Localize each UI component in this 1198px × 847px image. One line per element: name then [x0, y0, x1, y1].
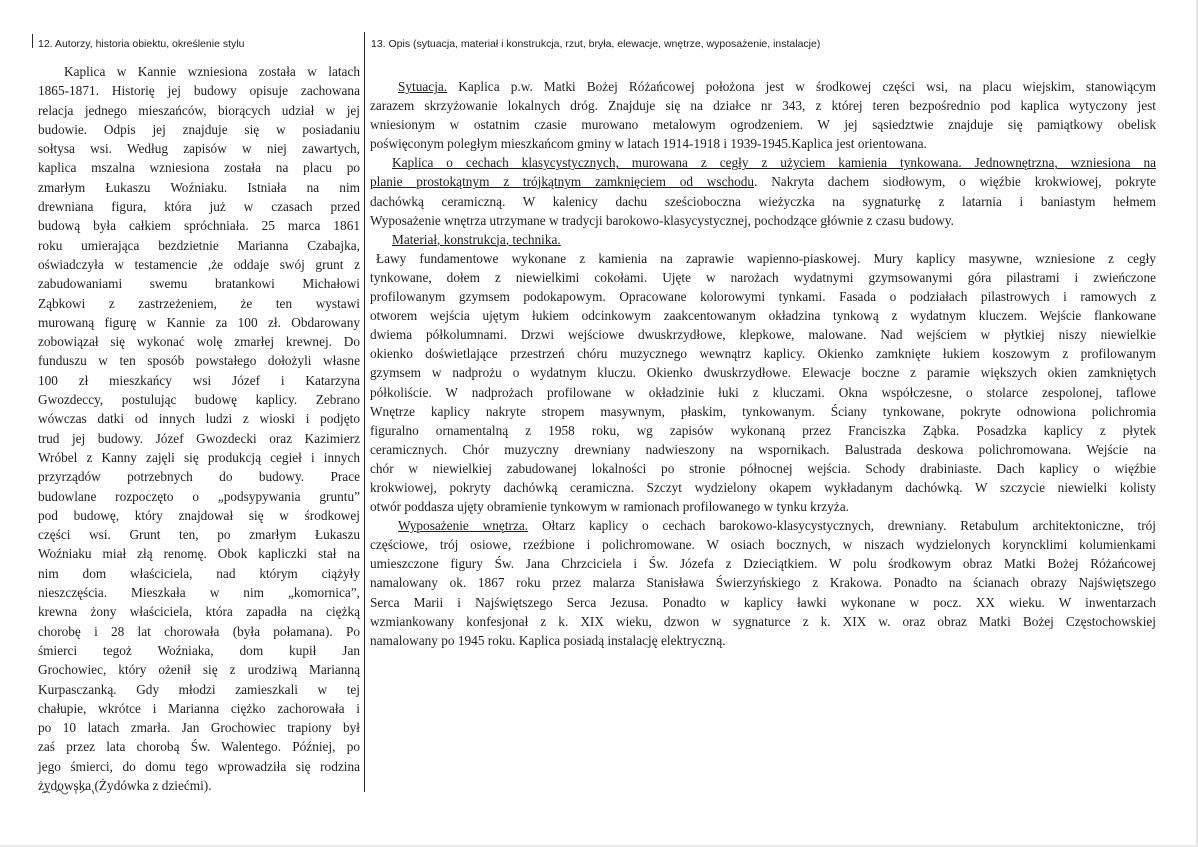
- history-line: 100 zł mieszkańcy wsi Józef i Katarzyna: [38, 372, 360, 388]
- wyposazenie-line-1: Wyposażenie wnętrza. Ołtarz kaplicy o cechach barokowo-klasycystycznych, drewniany. Retabulum architektoniczne, trój: [398, 518, 1156, 534]
- history-line: śmierci tegoż Woźniaka, dom kupił Jan: [38, 642, 360, 658]
- material-line: tynkowane, dołem z niewielkimi cokołami. Ujęte w narożach wydatnymi gzymsowanymi góra pilastrami i zwieńczone: [370, 269, 1156, 285]
- wyposazenie-line: wzmiankowany konfesjonał z k. XIX wieku, dzwon w sygnaturce z k. XIX w. oraz obraz Matki Bożej Częstochowskiej: [370, 613, 1156, 629]
- history-line: Ząbkowi z zastrzeżeniem, że ten wystawi: [38, 295, 360, 311]
- history-line: zobowiązał się wykonać wolę zmarłej krewnej. Do: [38, 334, 360, 350]
- history-line: pod budowę, który znajdował się w środkowej: [38, 507, 360, 523]
- history-line: 1865-1871. Historię jej budowy opisuje zachowana: [38, 83, 360, 99]
- history-line: roku umierająca bezdzietnie Marianna Czabajka,: [38, 237, 360, 253]
- wyposazenie-label: Wyposażenie wnętrza.: [398, 518, 529, 534]
- history-line: Kurpasczanką. Gdy młodzi zamieszkali w tej: [38, 681, 360, 697]
- history-line: budową była całkiem spróchniała. 25 marca 1861: [38, 218, 360, 234]
- history-line: Wróbel z Kanny zajęli się produkcją cegieł i innych: [38, 449, 360, 465]
- bryla-line: Kaplica o cechach klasycystycznych, murowana z cegły z użyciem kamienia tynkowana. Jednownętrzna, wzniesiona na: [392, 155, 1156, 171]
- bryla-line: Wyposażenie wnętrza utrzymane w tradycji barokowo-klasycystycznej, pochodzące głównie z czasu budowy.: [370, 212, 954, 228]
- material-line: otworem wejścia ujętym łukiem odcinkowym zaakcentowanym okładzina tynkową z wydatnym kluczem. Wejście flankowane: [370, 308, 1156, 324]
- material-line: figuralno ornamentalną z 1958 roku, wg zapisów wykonaną przez Franciszka Ząbka. Posadzka kaplicy z płytek: [370, 422, 1156, 438]
- history-line: zabudowaniami swemu bratankowi Michałowi: [38, 276, 360, 292]
- material-line: ceramicznych. Chór muzyczny drewniany nadwieszony na wspornikach. Balustrada deskowa polichromowana. Wejście na: [370, 441, 1156, 457]
- material-line: krokwiowej, pokryty dachówką ceramiczna. Szczyt wydzielony okapem wykładanym dachówką. W szczycie niewielki kolisty: [370, 479, 1156, 495]
- history-line: żydowska (Żydówka z dziećmi).: [38, 777, 212, 793]
- history-line: relacja jednego mieszańców, biorących udział w jej: [38, 102, 360, 118]
- material-line: profilowanym gzymsem podokapowym. Opracowane kolorowymi tynkami. Fasada o podziałach pilastrowych i ramowych z: [370, 289, 1156, 305]
- history-line: nieszczęścia. Mieszkała w nim „komornica”,: [38, 585, 360, 601]
- material-line: dwiema półkolumnami. Drzwi wejściowe dwuskrzydłowe, klepkowe, malowane. Nad wejściem w płytkiej niszy niewielkie: [370, 327, 1156, 343]
- history-line: zmarłym Łukaszu Woźniaku. Istniała na nim: [38, 179, 360, 195]
- history-line: jego śmierci, do domu tego wprowadziła się rodzina: [38, 758, 360, 774]
- sytuacja-line: poświęconym poległym mieszkańcom gminy w latach 1914-1918 i 1939-1945.Kaplica jest orientowana.: [370, 136, 927, 152]
- description-text: [370, 77, 1156, 650]
- material-line: gzymsem w nadprożu o wydatnym kluczu. Okienko dwuskrzydłowe. Elewacje boczne z paramie większych okien zamkniętych: [370, 365, 1156, 381]
- bryla-line: planie prostokątnym z trójkątnym zamknięciem od wschodu. Nakryta dachem siodłowym, o więźbie krokwiowej, pokryte: [370, 174, 1156, 190]
- history-line: Woźniaku miał złą renomę. Obok kapliczki stał na: [38, 546, 360, 562]
- column-divider: [364, 32, 365, 792]
- material-line: chór w niewielkiej zabudowanej lokalności po stronie północnej wejścia. Schody drabiniaste. Dach kaplicy o więźbie: [370, 460, 1156, 476]
- material-line: Wnętrze kaplicy nakryte stropem masywnym, płaskim, tynkowanym. Ściany tynkowane, pokryte odnowiona polichromia: [370, 403, 1156, 419]
- sytuacja-line-1: Sytuacja. Kaplica p.w. Matki Bożej Różańcowej położona jest w środkowej części wsi, na placu wiejskim, stanowiącym: [398, 79, 1156, 94]
- history-line: oświadczyła w testamencie ,że oddaje swój grunt z: [38, 256, 360, 272]
- history-line: chorobę i 28 lat chorowała (była połamana). Po: [38, 623, 360, 639]
- history-line: funduszu w ten sposób powstałego dołożyli własne: [38, 353, 360, 369]
- history-line: krewna żony właściciela, która zapadła na ciężką: [38, 604, 360, 620]
- history-line: części wsi. Grunt ten, po zmarłym Łukaszu: [38, 527, 360, 543]
- wyposazenie-line: namalowany po 1945 roku. Kaplica posiadą instalację elektryczną.: [370, 632, 726, 648]
- wyposazenie-line: namalowany ok. 1867 roku przez malarza Stanisława Świerzyńskiego z Krakowa. Ponadto na ścianach obrazy Najświętszego: [370, 575, 1156, 591]
- bryla-line: dachówką ceramiczną. W kalenicy dachu sześcioboczna wieżyczka na sygnaturkę z latarnia i baniastym hełmem: [370, 193, 1156, 209]
- history-line: nim dom właściciela, nad którym ciążyły: [38, 565, 360, 581]
- history-line: wówczas datki od innych ludzi z wioski i podjęto: [38, 411, 360, 427]
- material-paragraph: [370, 249, 1156, 516]
- history-line: murowaną figurę w Kannie za 100 zł. Obdarowany: [38, 314, 360, 330]
- handwritten-mark: [40, 786, 110, 796]
- wyposazenie-line: Serca Marii i Najświętszego Serca Jezusa. Ponadto w kaplicy ławki wykonane w pocz. XX wieku. W inwentarzach: [370, 594, 1156, 610]
- wyposazenie-line: umieszczone figury Św. Jana Chrzciciela i Św. Józefa z Dzieciątkiem. W polu środkowym obraz Matki Bożej Różańcowej: [370, 556, 1156, 572]
- sytuacja-line: zarazem skrzyżowanie lokalnych dróg. Znajduje się na działce nr 343, z której teren bezpośrednio pod kaplica wytyczony jest: [370, 98, 1156, 114]
- material-line: otwór poddasza ujęty obramienie tynkowym w ramionach profilowanego w tynku krzyża.: [370, 499, 849, 515]
- history-text: [38, 62, 360, 795]
- wyposazenie-paragraph: [370, 535, 1156, 650]
- history-line: po 10 latach zmarła. Jan Grochowiec trapiony był: [38, 720, 360, 736]
- sytuacja-label: Sytuacja.: [398, 79, 448, 94]
- material-line: półkoliście. W nadprożach profilowane w okładzinie łuki z kluczami. Okna współczesne, o stolarce zespolonej, taflowe: [370, 384, 1156, 400]
- history-line: drewniana figura, która już w czasach przed: [38, 199, 360, 215]
- history-line: przyrządów potrzebnych do budowy. Prace: [38, 469, 360, 485]
- wyposazenie-line: częściowe, trój osiowe, rzeźbione i polichromowane. W osiach bocznych, w niszach wydzielonych koryncklimi kolumienkami: [370, 537, 1156, 553]
- section-13-heading: 13. Opis (sytuacja, materiał i konstrukcja, rzut, bryła, elewacje, wnętrze, wyposażenie, instalacje): [371, 38, 821, 50]
- history-line: trud jej budowy. Józef Gwozdecki oraz Kazimierz: [38, 430, 360, 446]
- history-line: budowlane rozpoczęto o „podsypywania gruntu”: [38, 488, 360, 504]
- sytuacja-line: wniesionym w ostatnim czasie murowano metalowym ogrodzeniem. W jej sąsiedztwie znajduje się pamiątkowy obelisk: [370, 117, 1156, 133]
- history-line: Kaplica w Kannie wzniesiona została w latach: [64, 64, 360, 79]
- history-line: budowie. Odpis jej znajduje się w posiadaniu: [38, 121, 360, 137]
- column-marker: [32, 34, 33, 48]
- material-line: okienko doświetlające przestrzeń chóru muzycznego wewnątrz kaplicy. Okienko zamknięte łukiem koszowym z profilowanym: [370, 346, 1156, 362]
- history-line: Grochowiec, który ożenił się z urodziwą Marianną: [38, 662, 360, 678]
- history-line: Gwozdeccy, postulując budowę kaplicy. Zebrano: [38, 392, 360, 408]
- history-line: chałupie, wkrótce i Marianna ciężko zachorowała i: [38, 700, 360, 716]
- history-line: sołtysa wsi. Według zapisów w niej zawartych,: [38, 141, 360, 157]
- history-line: kaplica mszalna wzniesiona została na placu po: [38, 160, 360, 176]
- material-line: Ławy fundamentowe wykonane z kamienia na zaprawie wapienno-piaskowej. Mury kaplicy masywne, wzniesione z cegły: [376, 250, 1156, 266]
- history-line: zaś przez lata chorobą Św. Walentego. Później, po: [38, 739, 360, 755]
- material-heading: Materiał, konstrukcja, technika.: [392, 231, 561, 247]
- section-12-heading: 12. Autorzy, historia obiektu, określenie stylu: [38, 38, 245, 50]
